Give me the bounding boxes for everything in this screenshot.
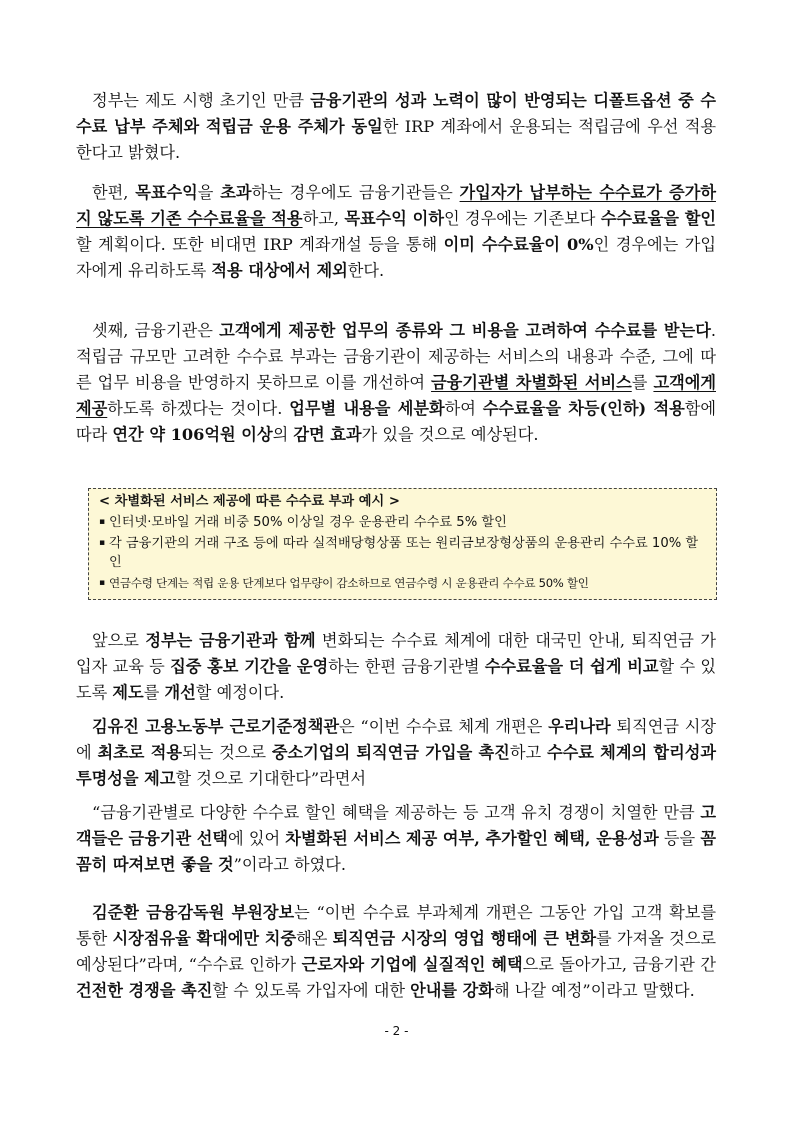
emphasized-text: 수수료율을 할인 xyxy=(600,209,716,228)
body-text: 정부는 제도 시행 초기인 만큼 xyxy=(92,91,311,110)
emphasized-text: 감면 효과 xyxy=(293,425,362,444)
body-text: 으로 돌아가고, 금융기관 간 xyxy=(522,955,716,974)
body-text: “금융기관별로 다양한 수수료 할인 혜택을 제공하는 등 고객 유치 경쟁이 치열한 만큼 xyxy=(92,803,701,822)
body-text: 는 “이번 수수료 부과체계 개편은 그동안 가입 고객 확보를 통한 xyxy=(76,903,717,948)
body-text: 함에 따라 xyxy=(76,399,717,444)
emphasized-text: 정부는 금융기관과 함께 xyxy=(145,631,316,650)
emphasized-text: 퇴직연금 시장의 영업 행태에 큰 변화 xyxy=(332,929,596,948)
body-text: 앞으로 xyxy=(92,631,146,650)
body-text: 퇴직연금 시장에 xyxy=(76,717,717,762)
body-text: 인 경우에는 가입자에게 유리하도록 xyxy=(76,235,716,280)
emphasized-text: 김준환 금융감독원 부원장보 xyxy=(92,903,295,922)
emphasized-text: 최초로 적용 xyxy=(97,743,183,762)
body-text: 할 수 있도록 xyxy=(76,657,717,702)
fee-example-box xyxy=(88,488,717,600)
fee-example-item xyxy=(99,513,708,532)
emphasized-text: 집중 홍보 기간을 운영 xyxy=(170,657,329,676)
emphasized-text: 적용 대상에서 제외 xyxy=(211,261,348,280)
body-text: 한 IRP 계좌에서 운용되는 적립금에 우선 적용한다고 밝혔다. xyxy=(76,117,716,162)
body-text: 가 있을 것으로 예상된다. xyxy=(361,425,539,444)
body-text: 할 계획이다. 또한 비대면 IRP 계좌개설 등을 통해 xyxy=(76,235,444,254)
emphasized-text: 목표수익 이하 xyxy=(344,209,444,228)
emphasized-text: 시장점유율 확대에만 치중 xyxy=(112,929,297,948)
emphasized-text: 초과 xyxy=(220,183,252,202)
emphasized-text: 근로자와 기업에 실질적인 혜택 xyxy=(301,955,523,974)
body-text: 하는 한편 금융기관별 xyxy=(328,657,485,676)
paragraph-fss-official-quote xyxy=(76,900,716,1004)
emphasized-text: 꼼꼼히 따져보면 좋을 것 xyxy=(76,829,716,874)
body-text: 할 것으로 기대한다”라면서 xyxy=(175,769,367,788)
body-text: 의 xyxy=(272,425,294,444)
body-text: 을 xyxy=(197,183,221,202)
body-text: 를 xyxy=(631,373,654,392)
emphasized-text: 안내를 강화 xyxy=(410,981,494,1000)
emphasized-text: 목표수익 xyxy=(135,183,198,202)
fee-example-item xyxy=(99,574,708,593)
body-text: 등을 xyxy=(658,829,701,848)
body-text: 하고 xyxy=(509,743,547,762)
emphasized-text: 중소기업의 퇴직연금 가입을 촉진 xyxy=(271,743,510,762)
body-text: 를 xyxy=(143,683,165,702)
body-text: 할 수 있도록 가입자에 대한 xyxy=(212,981,411,1000)
body-text: 하는 경우에도 금융기관들은 xyxy=(251,183,460,202)
body-text: 셋째, 금융기관은 xyxy=(92,321,220,340)
emphasized-text: 고객에게 제공한 업무의 종류와 그 비용을 고려하여 수수료를 받는다 xyxy=(219,321,711,340)
emphasized-text: 금융기관의 성과 노력이 많이 반영되는 디폴트옵션 중 수수료 납부 주체와 적립금 운용 주체가 동일 xyxy=(76,91,716,136)
emphasized-text: 제도 xyxy=(112,683,144,702)
body-text: 한다. xyxy=(347,261,385,280)
body-text: . 적립금 규모만 고려한 수수료 부과는 금융기관이 제공하는 서비스의 내용과 수준, 그에 따른 업무 비용을 반영하지 못하므로 이를 개선하여 xyxy=(76,321,716,392)
emphasized-text: 건전한 경쟁을 촉진 xyxy=(76,981,213,1000)
body-text: 할 예정이다. xyxy=(195,683,285,702)
body-text: 은 “이번 수수료 체계 개편은 xyxy=(339,717,549,736)
square-bullet-icon: ▪ xyxy=(99,578,105,588)
fee-example-text: 각 금융기관의 거래 구조 등에 따라 실적배당형상품 또는 원리금보장형상품의 운용관리 수수료 10% 할인 xyxy=(109,536,699,570)
body-text: 하도록 하겠다는 것이다. xyxy=(107,399,290,418)
fee-example-item xyxy=(99,534,708,572)
fee-example-title: < 차별화된 서비스 제공에 따른 수수료 부과 예시 > xyxy=(99,494,400,509)
body-text: 해 나갈 예정”이라고 말했다. xyxy=(493,981,695,1000)
emphasized-text: 우리나라 xyxy=(548,717,611,736)
body-text: 에 있어 xyxy=(228,829,286,848)
body-text: 하고, xyxy=(302,209,345,228)
body-text: 되는 것으로 xyxy=(182,743,272,762)
fee-example-text: 인터넷·모바일 거래 비중 50% 이상일 경우 운용관리 수수료 5% 할인 xyxy=(109,515,507,530)
body-text: 변화되는 수수료 체계에 대한 대국민 안내, 퇴직연금 가입자 교육 등 xyxy=(76,631,716,676)
square-bullet-icon: ▪ xyxy=(99,517,106,527)
body-text: 인 경우에는 기존보다 xyxy=(443,209,601,228)
emphasized-text: 차별화된 서비스 제공 여부, 추가할인 혜택, 운용성과 xyxy=(285,829,659,848)
body-text: 한편, xyxy=(92,183,136,202)
square-bullet-icon: ▪ xyxy=(99,538,106,548)
emphasized-text: 고객들은 금융기관 선택 xyxy=(76,803,716,848)
body-text: 를 가져올 것으로 예상된다”라며, “수수료 인하가 xyxy=(76,929,716,974)
emphasized-text: 김유진 고용노동부 근로기준정책관 xyxy=(92,717,340,736)
paragraph-moel-official-quote xyxy=(76,714,716,792)
paragraph-consumer-advice-quote xyxy=(76,800,716,878)
emphasized-text: 수수료율을 차등(인하) 적용 xyxy=(482,399,685,418)
paragraph-default-option-application xyxy=(76,88,716,166)
emphasized-text: 이미 수수료율이 0% xyxy=(443,235,594,254)
emphasized-text: 고객에게 제공 xyxy=(76,373,716,418)
paragraph-target-return-policy xyxy=(76,180,716,284)
paragraph-fee-by-service-type xyxy=(76,318,716,448)
emphasized-text: 수수료율을 더 쉽게 비교 xyxy=(484,657,659,676)
emphasized-text: 금융기관별 차별화된 서비스 xyxy=(431,373,632,392)
body-text: 해온 xyxy=(296,929,333,948)
page-number: - 2 - xyxy=(384,1024,409,1038)
emphasized-text: 개선 xyxy=(164,683,196,702)
emphasized-text: 가입자가 납부하는 수수료가 증가하지 않도록 기존 수수료율을 적용 xyxy=(76,183,716,228)
paragraph-promotion-plan xyxy=(76,628,716,706)
body-text: ”이라고 하였다. xyxy=(233,855,347,874)
body-text: 하여 xyxy=(444,399,483,418)
emphasized-text: 연간 약 106억원 이상 xyxy=(112,425,273,444)
emphasized-text: 업무별 내용을 세분화 xyxy=(289,399,445,418)
emphasized-text: 수수료 체계의 합리성과 투명성을 제고 xyxy=(76,743,716,788)
fee-example-text: 연금수령 단계는 적립 운용 단계보다 업무량이 감소하므로 연금수령 시 운용관리 수수료 50% 할인 xyxy=(109,576,589,590)
